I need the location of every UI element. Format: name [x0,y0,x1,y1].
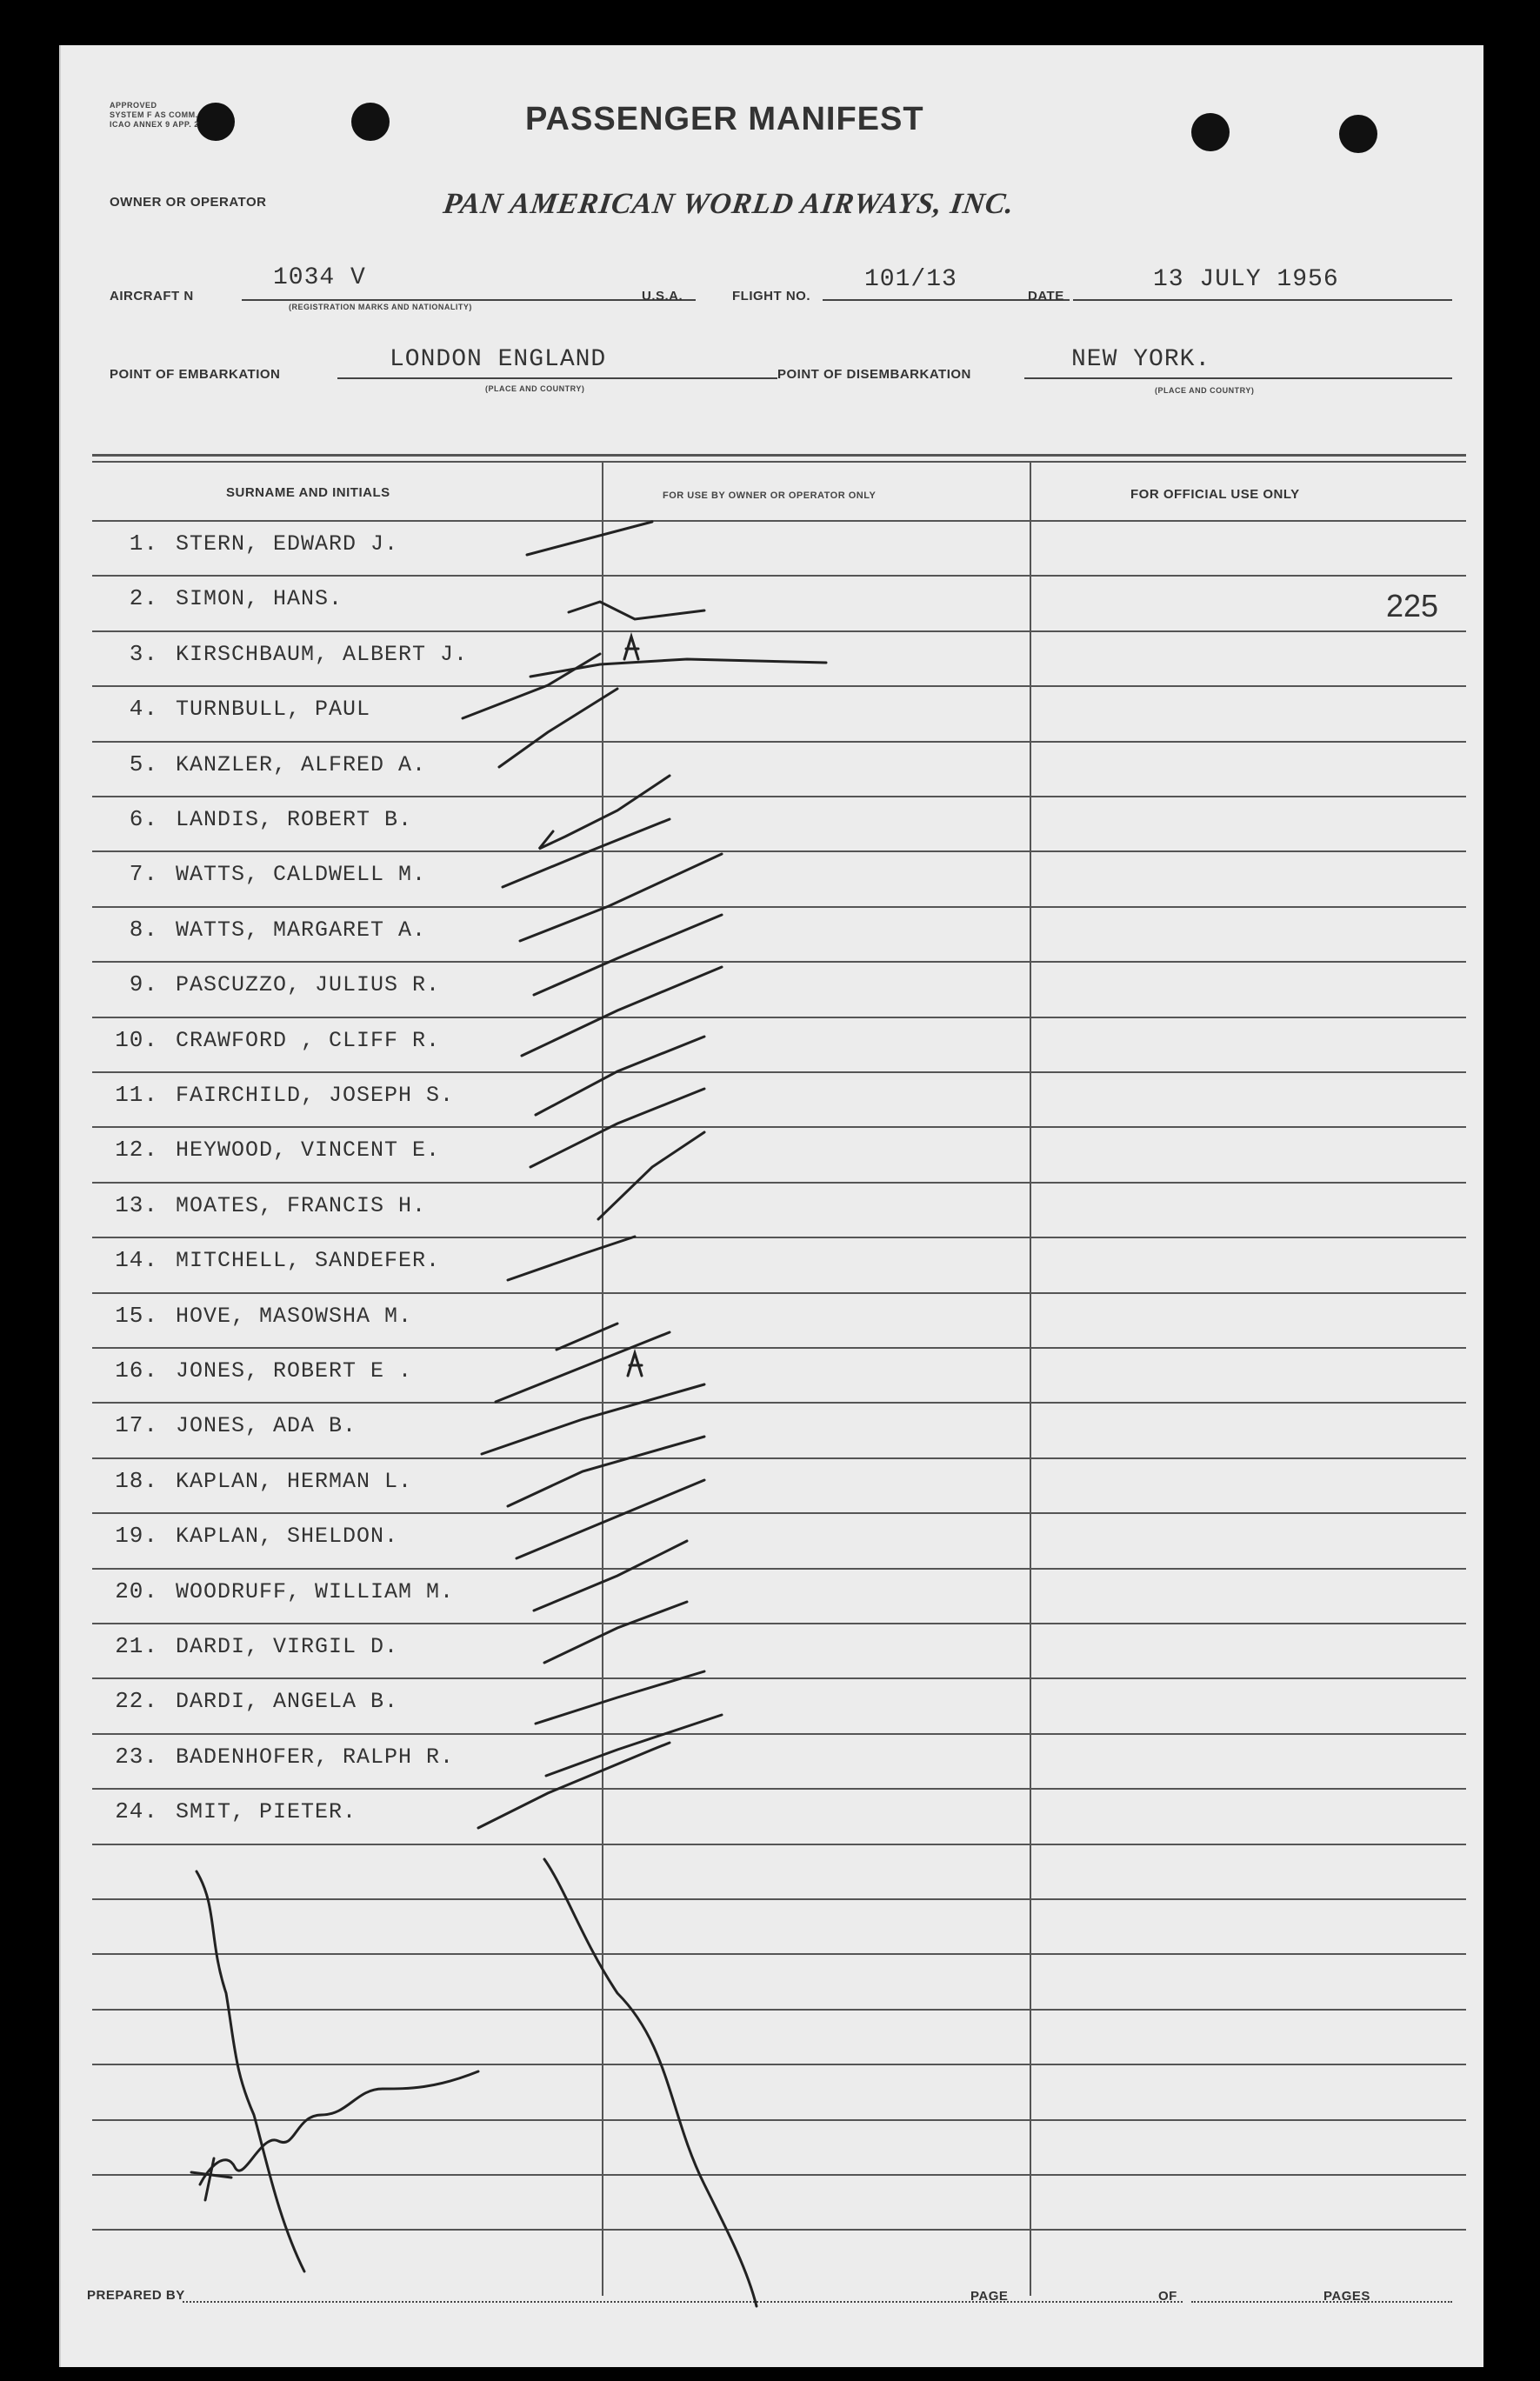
passenger-name: WATTS, MARGARET A. [176,917,427,943]
passenger-number: 11. [115,1082,158,1108]
approval-line: SYSTEM F AS COMM. [110,110,198,119]
passenger-name: WATTS, CALDWELL M. [176,862,427,887]
passenger-number: 14. [115,1247,158,1273]
passenger-number: 23. [115,1744,158,1770]
approval-line: ICAO ANNEX 9 APP. 2 [110,120,199,129]
passenger-number: 22. [115,1688,158,1714]
passenger-name: SIMON, HANS. [176,586,343,611]
page-label: PAGE [970,2289,1009,2304]
passenger-name: WOODRUFF, WILLIAM M. [176,1579,455,1604]
passenger-name: BADENHOFER, RALPH R. [176,1744,455,1770]
passenger-number: 15. [115,1303,158,1329]
aircraft-caption: (REGISTRATION MARKS AND NATIONALITY) [289,303,472,311]
col-official-header: FOR OFFICIAL USE ONLY [1130,487,1300,502]
passenger-name: KIRSCHBAUM, ALBERT J. [176,642,469,667]
official-note: 225 [1386,588,1439,624]
pages-label: PAGES [1323,2289,1370,2304]
passenger-name: FAIRCHILD, JOSEPH S. [176,1083,455,1108]
passenger-number: 10. [115,1027,158,1053]
passenger-name: KAPLAN, SHELDON. [176,1524,399,1549]
embark-label: POINT OF EMBARKATION [110,367,281,382]
passenger-number: 12. [115,1137,158,1163]
aircraft-label: AIRCRAFT N [110,289,194,303]
date-value: 13 JULY 1956 [1153,266,1339,293]
passenger-name: CRAWFORD , CLIFF R. [176,1028,441,1053]
passenger-number: 2. [129,585,158,611]
embark-caption: (PLACE AND COUNTRY) [485,384,585,393]
disembark-value: NEW YORK. [1071,346,1211,373]
col-owner-header: FOR USE BY OWNER OR OPERATOR ONLY [663,490,877,501]
passenger-number: 17. [115,1412,158,1438]
embark-value: LONDON ENGLAND [390,346,607,373]
passenger-name: KANZLER, ALFRED A. [176,752,427,777]
usa-label: U.S.A. [642,289,683,303]
owner-label: OWNER OR OPERATOR [110,195,267,210]
handwritten-marks [61,45,1483,2367]
passenger-number: 8. [129,917,158,943]
passenger-number: 7. [129,861,158,887]
flight-value: 101/13 [864,266,957,293]
passenger-number: 13. [115,1192,158,1218]
passenger-number: 16. [115,1357,158,1384]
passenger-number: 5. [129,751,158,777]
date-label: DATE [1028,289,1064,303]
of-label: OF [1158,2289,1177,2304]
aircraft-value: 1034 V [273,264,366,291]
passenger-number: 1. [129,530,158,557]
passenger-number: 3. [129,641,158,667]
passenger-number: 6. [129,806,158,832]
passenger-name: DARDI, ANGELA B. [176,1689,399,1714]
disembark-label: POINT OF DISEMBARKATION [777,367,971,382]
passenger-number: 9. [129,971,158,997]
passenger-number: 18. [115,1468,158,1494]
passenger-number: 21. [115,1633,158,1659]
passenger-name: MITCHELL, SANDEFER. [176,1248,441,1273]
passenger-name: MOATES, FRANCIS H. [176,1193,427,1218]
passenger-number: 19. [115,1523,158,1549]
approval-line: APPROVED [110,101,157,110]
passenger-name: SMIT, PIETER. [176,1799,357,1824]
col-surname-header: SURNAME AND INITIALS [226,485,390,500]
passenger-number: 4. [129,696,158,722]
passenger-name: KAPLAN, HERMAN L. [176,1469,413,1494]
passenger-name: DARDI, VIRGIL D. [176,1634,399,1659]
owner-value: PAN AMERICAN WORLD AIRWAYS, INC. [441,188,1017,220]
passenger-name: PASCUZZO, JULIUS R. [176,972,441,997]
prepared-by-label: PREPARED BY [87,2288,185,2303]
form-title: PASSENGER MANIFEST [525,101,924,137]
passenger-name: HOVE, MASOWSHA M. [176,1304,413,1329]
passenger-name: JONES, ADA B. [176,1413,357,1438]
passenger-number: 24. [115,1798,158,1824]
manifest-sheet [59,45,1483,2367]
disembark-caption: (PLACE AND COUNTRY) [1155,386,1255,395]
passenger-number: 20. [115,1578,158,1604]
passenger-name: LANDIS, ROBERT B. [176,807,413,832]
passenger-name: JONES, ROBERT E . [176,1358,413,1384]
passenger-name: HEYWOOD, VINCENT E. [176,1137,441,1163]
passenger-name: TURNBULL, PAUL [176,697,371,722]
passenger-name: STERN, EDWARD J. [176,531,399,557]
flight-label: FLIGHT NO. [732,289,810,303]
